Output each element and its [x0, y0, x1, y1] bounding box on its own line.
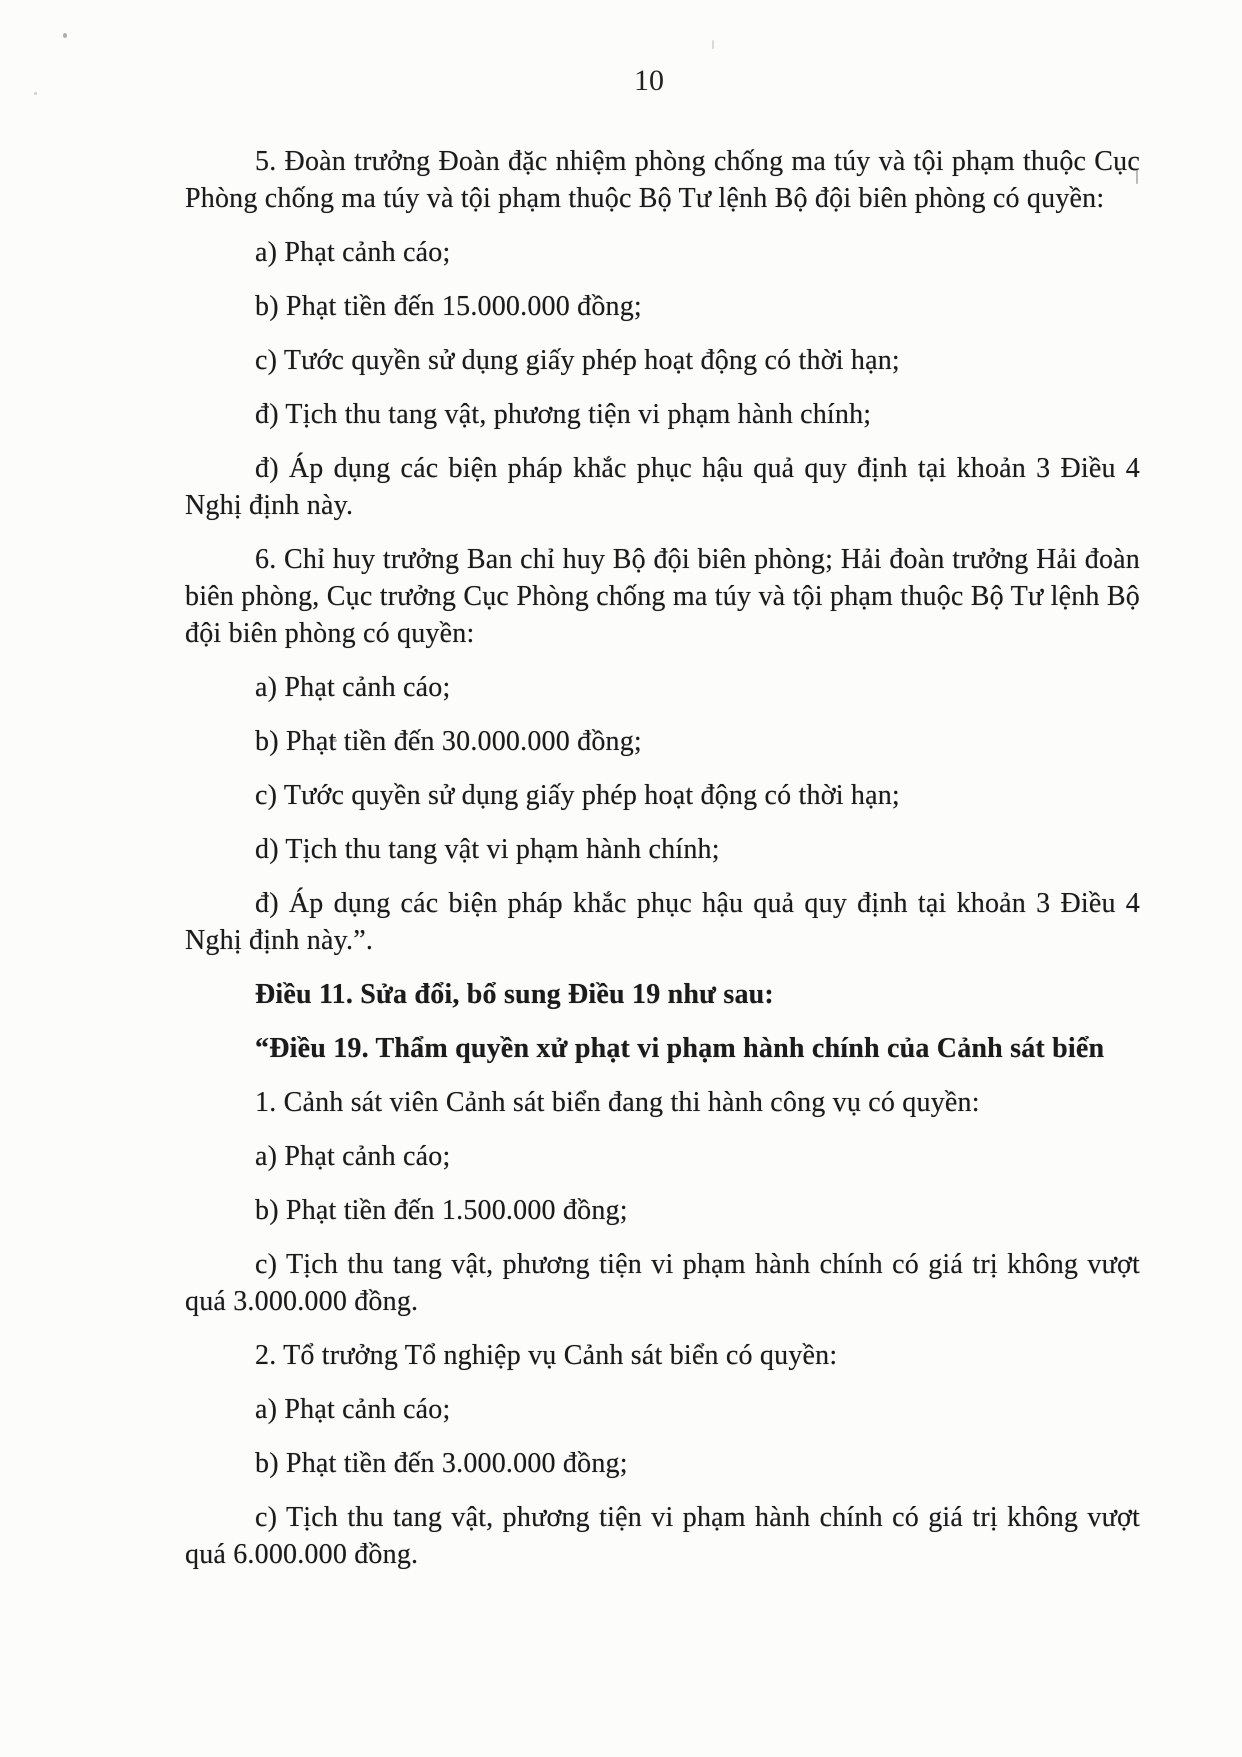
- scan-speck: [63, 33, 67, 38]
- clause-5-item-dd1: đ) Tịch thu tang vật, phương tiện vi phạm hành chính;: [255, 399, 872, 430]
- article-19-clause-2-item-b: b) Phạt tiền đến 3.000.000 đồng;: [255, 1448, 628, 1479]
- clause-5-item-b: b) Phạt tiền đến 15.000.000 đồng;: [255, 291, 642, 322]
- article-11-heading: Điều 11. Sửa đổi, bổ sung Điều 19 như sau:: [255, 979, 774, 1010]
- clause-5-intro: 5. Đoàn trưởng Đoàn đặc nhiệm phòng chống ma túy và tội phạm thuộc Cục Phòng chống ma túy và tội phạm thuộc Bộ Tư lệnh Bộ đội biên phòng có quyền:: [185, 146, 1140, 214]
- clause-6-item-a: a) Phạt cảnh cáo;: [255, 672, 451, 703]
- clause-6-item-c: c) Tước quyền sử dụng giấy phép hoạt động có thời hạn;: [255, 780, 900, 811]
- article-19-clause-2-item-a: a) Phạt cảnh cáo;: [255, 1394, 451, 1425]
- clause-6-item-dd: đ) Áp dụng các biện pháp khắc phục hậu quả quy định tại khoản 3 Điều 4 Nghị định này.”.: [185, 888, 1140, 956]
- scan-speck: [34, 92, 37, 95]
- document-body: [185, 143, 1140, 1590]
- article-19-clause-2-item-c: c) Tịch thu tang vật, phương tiện vi phạm hành chính có giá trị không vượt quá 6.000.000 đồng.: [185, 1502, 1140, 1570]
- article-19-clause-1-item-b: b) Phạt tiền đến 1.500.000 đồng;: [255, 1195, 628, 1226]
- clause-6-item-b: b) Phạt tiền đến 30.000.000 đồng;: [255, 726, 642, 757]
- scan-speck: [712, 40, 714, 49]
- article-19-clause-2-intro: 2. Tổ trưởng Tổ nghiệp vụ Cảnh sát biển có quyền:: [255, 1340, 838, 1371]
- article-19-clause-1-intro: 1. Cảnh sát viên Cảnh sát biển đang thi hành công vụ có quyền:: [255, 1087, 980, 1118]
- clause-5-item-c: c) Tước quyền sử dụng giấy phép hoạt động có thời hạn;: [255, 345, 900, 376]
- article-19-clause-1-item-a: a) Phạt cảnh cáo;: [255, 1141, 451, 1172]
- clause-5-item-dd2: đ) Áp dụng các biện pháp khắc phục hậu quả quy định tại khoản 3 Điều 4 Nghị định này.: [185, 453, 1140, 521]
- clause-6-item-d: d) Tịch thu tang vật vi phạm hành chính;: [255, 834, 720, 865]
- article-19-heading: “Điều 19. Thẩm quyền xử phạt vi phạm hành chính của Cảnh sát biển: [255, 1033, 1105, 1064]
- clause-6-intro: 6. Chỉ huy trưởng Ban chỉ huy Bộ đội biên phòng; Hải đoàn trưởng Hải đoàn biên phòng, Cục trưởng Cục Phòng chống ma túy và tội phạm thuộc Bộ Tư lệnh Bộ đội biên phòng có quyền:: [185, 544, 1140, 649]
- page-number: 10: [634, 64, 664, 97]
- article-19-clause-1-item-c: c) Tịch thu tang vật, phương tiện vi phạm hành chính có giá trị không vượt quá 3.000.000 đồng.: [185, 1249, 1140, 1317]
- clause-5-item-a: a) Phạt cảnh cáo;: [255, 237, 451, 268]
